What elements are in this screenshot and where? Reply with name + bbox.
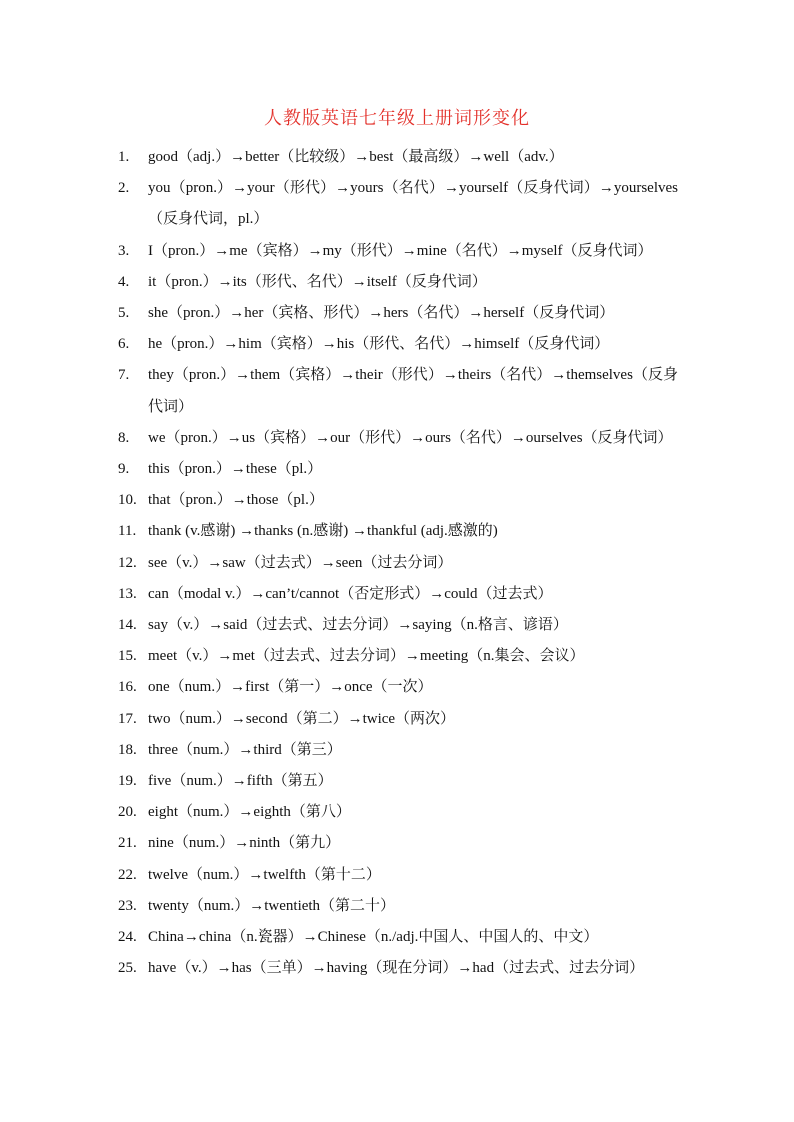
list-item — [118, 298, 678, 329]
list-item — [118, 922, 678, 953]
item-number: 22. — [118, 866, 137, 883]
item-number: 9. — [118, 461, 130, 478]
list-item — [118, 891, 678, 922]
item-number: 20. — [118, 804, 137, 821]
item-text: meet（v.）→met（过去式、过去分词）→meeting（n.集会、会议） — [148, 648, 585, 665]
item-text: she（pron.）→her（宾格、形代）→hers（名代）→herself（反身代词） — [148, 305, 615, 322]
item-number: 5. — [118, 305, 130, 322]
item-number: 1. — [118, 149, 130, 165]
item-text: twelve（num.）→twelfth（第十二） — [148, 866, 381, 883]
item-text: that（pron.）→those（pl.） — [148, 492, 324, 509]
list-item — [118, 797, 678, 828]
item-number: 17. — [118, 710, 137, 727]
list-item — [118, 766, 678, 797]
item-text: it（pron.）→its（形代、名代）→itself（反身代词） — [148, 273, 487, 290]
item-text: two（num.）→second（第二）→twice（两次） — [148, 710, 456, 727]
item-text: he（pron.）→him（宾格）→his（形代、名代）→himself（反身代词） — [148, 336, 610, 353]
item-text: you（pron.）→your（形代）→yours（名代）→yourself（反身代词）→yourselves（反身代词，pl.） — [148, 180, 678, 228]
list-item — [118, 704, 678, 735]
list-item — [118, 735, 678, 766]
list-item — [118, 860, 678, 891]
item-text: have（v.）→has（三单）→having（现在分词）→had（过去式、过去分词） — [148, 960, 645, 977]
item-text: twenty（num.）→twentieth（第二十） — [148, 897, 396, 914]
item-number: 16. — [118, 679, 137, 696]
item-number: 8. — [118, 429, 130, 446]
list-item — [118, 329, 678, 360]
item-text: eight（num.）→eighth（第八） — [148, 804, 351, 821]
item-text: see（v.）→saw（过去式）→seen（过去分词） — [148, 554, 453, 571]
item-text: five（num.）→fifth（第五） — [148, 773, 333, 790]
list-item — [118, 516, 678, 547]
item-text: good（adj.）→better（比较级）→best（最高级）→well（adv.） — [148, 149, 564, 165]
item-number: 12. — [118, 554, 137, 571]
list-item — [118, 423, 678, 454]
item-text: say（v.）→said（过去式、过去分词）→saying（n.格言、谚语） — [148, 617, 568, 634]
list-item — [118, 953, 678, 984]
item-number: 4. — [118, 273, 130, 290]
list-item — [118, 360, 678, 422]
item-text: China→china（n.瓷器）→Chinese（n./adj.中国人、中国人的、中文） — [148, 929, 599, 946]
item-number: 2. — [118, 180, 130, 197]
list-item — [118, 641, 678, 672]
list-item — [118, 267, 678, 298]
item-text: this（pron.）→these（pl.） — [148, 461, 323, 478]
item-number: 11. — [118, 523, 137, 540]
list-item — [118, 672, 678, 703]
item-number: 14. — [118, 617, 137, 634]
item-text: one（num.）→first（第一）→once（一次） — [148, 679, 433, 696]
item-text: can（modal v.）→can’t/cannot（否定形式）→could（过去式） — [148, 585, 553, 602]
item-number: 3. — [118, 242, 130, 259]
item-text: I（pron.）→me（宾格）→my（形代）→mine（名代）→myself（反身代词） — [148, 242, 653, 259]
item-number: 6. — [118, 336, 130, 353]
item-number: 24. — [118, 929, 137, 946]
item-number: 18. — [118, 741, 137, 758]
list-item — [118, 485, 678, 516]
item-text: three（num.）→third（第三） — [148, 741, 342, 758]
item-number: 25. — [118, 960, 137, 977]
item-number: 13. — [118, 585, 137, 602]
item-text: they（pron.）→them（宾格）→their（形代）→theirs（名代）→themselves（反身代词） — [148, 367, 678, 415]
list-item — [118, 828, 678, 859]
item-number: 7. — [118, 367, 130, 384]
list-item — [118, 236, 678, 267]
item-number: 19. — [118, 773, 137, 790]
item-number: 23. — [118, 897, 137, 914]
list-item — [118, 610, 678, 641]
page-title: 人教版英语七年级上册词形变化 — [264, 108, 530, 128]
list-item — [118, 454, 678, 485]
item-number: 15. — [118, 648, 137, 665]
item-text: nine（num.）→ninth（第九） — [148, 835, 341, 852]
item-number: 21. — [118, 835, 137, 852]
list-item — [118, 173, 678, 235]
list-item — [118, 548, 678, 579]
word-form-list — [118, 142, 678, 984]
item-text: thank (v.感谢) →thanks (n.感谢) →thankful (adj.感激的) — [148, 523, 498, 540]
item-number: 10. — [118, 492, 137, 509]
item-text: we（pron.）→us（宾格）→our（形代）→ours（名代）→ourselves（反身代词） — [148, 429, 673, 446]
list-item — [118, 142, 678, 173]
list-item — [118, 579, 678, 610]
